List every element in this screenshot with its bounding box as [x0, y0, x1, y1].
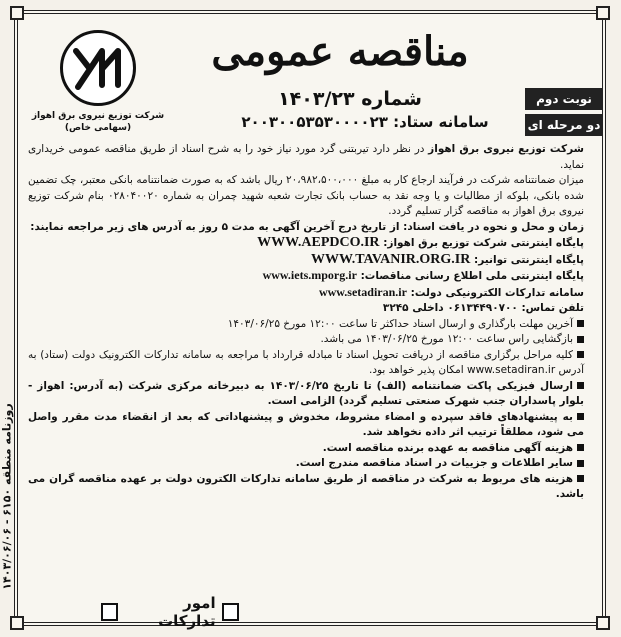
bullet-icon	[577, 460, 584, 467]
company-logo	[28, 30, 168, 134]
item-physical: ارسال فیزیکی پاکت ضمانتنامه (الف) تا تاریخ ۱۴۰۳/۰۶/۲۵ به دبیرخانه مرکزی شرکت (به آدرس: اهواز - بلوار پاسداران جنب شهرک صنعتی تسلیم گردد) الزامی است.	[28, 379, 584, 407]
item-deadline: آخرین مهلت بارگذاری و ارسال اسناد حداکثر تا ساعت ۱۲:۰۰ مورخ ۱۴۰۳/۰۶/۲۵	[227, 317, 573, 330]
logo-mark-icon	[60, 30, 136, 106]
bullet-icon	[577, 320, 584, 327]
bullet-icon	[577, 413, 584, 420]
company-name: شرکت توزیع نیروی برق اهواز	[31, 111, 165, 121]
iets-link[interactable]: www.iets.mporg.ir	[262, 268, 357, 282]
checkbox-icon	[101, 603, 118, 621]
frame-corner	[10, 6, 24, 20]
bullet-icon	[577, 382, 584, 389]
intro-text: در نظر دارد تیربتنی گرد مورد نیاز خود را به شرح اسناد از طریق مناقصه عمومی خریداری نماید.	[28, 143, 584, 171]
notice-body	[28, 142, 584, 503]
item-ad-cost: هزینه آگهی مناقصه به عهده برنده مناقصه است.	[322, 441, 573, 454]
item-costs: هزینه های مربوط به شرکت در مناقصه از طریق سامانه تدارکات الکترون دولت بر عهده مناقصه گران می باشد.	[28, 472, 584, 500]
frame-corner	[596, 616, 610, 630]
frame-corner	[596, 6, 610, 20]
guarantee-text: میزان ضمانتنامه شرکت در فرآیند ارجاع کار به مبلغ ۲۰،۹۸۲،۵۰۰،۰۰۰ ریال باشد که به صورت ضمانتنامه بانکی معتبر، چک تضمین شده بانکی، بلوکه از مطالبات و یا وجه نقد به حساب بانک تجارت شعبه شهید چمران به شماره ۰۲۸۰۴۰۰۲۰ بنام شرکت توزیع نیروی برق اهواز به مناقصه گزار تسلیم گردد.	[28, 174, 585, 217]
setad-number: سامانه ستاد: ۲۰۰۳۰۰۵۳۵۳۰۰۰۰۲۳	[241, 113, 489, 131]
item-conditions: به پیشنهادهای فاقد سپرده و امضاء مشروط، مخدوش و پیشنهاداتی که بعد از انقضاء مدت مقرر واصل می شود، مطلقاً ترتیب اثر داده نخواهد شد.	[28, 410, 584, 438]
site-aepdco: پایگاه اینترنتی شرکت توزیع برق اهواز: WWW.AEPDCO.IR	[257, 235, 584, 250]
round-badge: نوبت دوم	[525, 88, 603, 110]
phone-text: تلفن تماس: ۰۶۱۳۴۴۹۰۷۰۰ داخلی ۳۲۴۵	[382, 302, 584, 314]
notice-title: مناقصه عمومی	[211, 28, 469, 75]
setad-link[interactable]: www.setadiran.ir	[318, 284, 407, 299]
bullet-icon	[577, 336, 584, 343]
newspaper-issue: روزنامه منطقه ۶۱۵۰ - ۱۴۰۳/۰۶/۰۶	[0, 403, 14, 590]
time-place-text: زمان و محل و نحوه در یافت اسناد: از تاریخ درج آخرین آگهی به مدت ۵ روز به آدرس های زیر مراجعه نمایند:	[30, 220, 584, 233]
tender-number: شماره ۱۴۰۳/۲۳	[278, 88, 422, 110]
site-setad: سامانه تدارکات الکترونیکی دولت: www.setadiran.ir	[318, 284, 584, 299]
procurement-footer	[95, 594, 245, 630]
item-details: سایر اطلاعات و جزییات در اسناد مناقصه مندرج است.	[295, 457, 573, 469]
stage-badge: دو مرحله ای	[525, 114, 603, 136]
company-type: (سهامی خاص)	[64, 123, 132, 133]
checkbox-icon	[222, 603, 239, 621]
procurement-label: امور تدارکات	[158, 594, 216, 630]
tavanir-link[interactable]: WWW.TAVANIR.ORG.IR	[311, 251, 471, 267]
newspaper-side-label	[0, 370, 14, 630]
intro-company: شرکت توزیع نیروی برق اهواز	[428, 143, 584, 155]
bullet-icon	[577, 444, 584, 451]
item-opening: بازگشایی راس ساعت ۱۲:۰۰ مورخ ۱۴۰۳/۰۶/۲۵ می باشد.	[320, 333, 573, 345]
site-iets: پایگاه اینترنتی ملی اطلاع رسانی مناقصات: www.iets.mporg.ir	[262, 268, 584, 282]
aepdco-link[interactable]: WWW.AEPDCO.IR	[257, 235, 380, 250]
bullet-icon	[577, 351, 584, 358]
bullet-icon	[577, 475, 584, 482]
site-tavanir: پایگاه اینترنتی توانیر: WWW.TAVANIR.ORG.IR	[311, 251, 584, 267]
item-process: کلیه مراحل برگزاری مناقصه از دریافت تحویل اسناد تا مبادله قرارداد با مراجعه به سامانه تدارکات الکترونیک دولت (ستاد) به آدرس www.setadiran.ir امکان پذیر خواهد بود.	[28, 348, 584, 376]
